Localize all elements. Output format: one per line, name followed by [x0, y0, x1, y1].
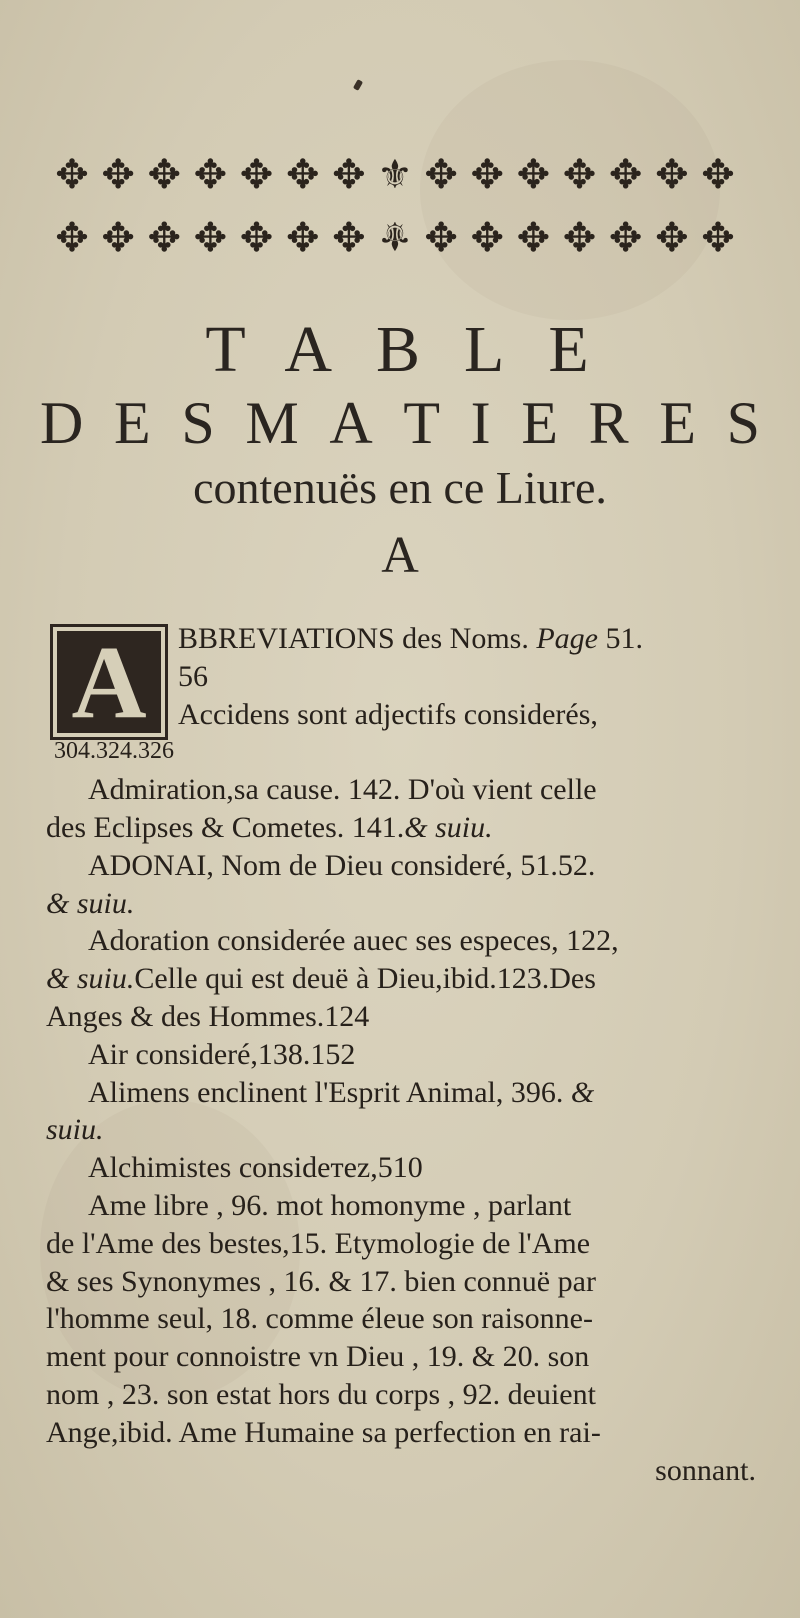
index-line: Anges & des Hommes.124 [46, 999, 370, 1033]
fleuron-icon: ✥ [285, 212, 320, 258]
entry-text: BBREVIATIONS des Noms. [178, 622, 529, 655]
drop-cap: A [50, 624, 168, 740]
index-line: ment pour connoistre vn Dieu , 19. & 20. son [46, 1340, 590, 1374]
fleuron-border-top [52, 148, 738, 202]
title-letter: S [726, 390, 760, 456]
index-line: nom , 23. son estat hors du corps , 92. deuient [46, 1377, 596, 1411]
fleuron-icon: ✥ [193, 212, 228, 258]
index-line: Admiration,sa cause. 142. D'où vient celle [88, 773, 597, 807]
index-line: suiu. [46, 1113, 104, 1147]
fleuron-icon: ✥ [608, 152, 643, 198]
fleuron-icon: ✥ [701, 212, 735, 258]
entry-text: 51. [605, 622, 643, 655]
fleuron-icon: ✥ [332, 212, 366, 258]
fleuron-icon: ✥ [101, 152, 135, 198]
index-line: & ses Synonymes , 16. & 17. bien connuë par [46, 1264, 596, 1298]
title-letter: I [470, 390, 491, 456]
index-line: l'homme seul, 18. comme éleue son raisonne- [46, 1302, 593, 1336]
fleuron-icon: ✥ [516, 212, 551, 258]
title-table: TABLE [205, 313, 633, 386]
title-letter: A [329, 390, 373, 456]
title-letter: D [40, 390, 84, 456]
index-line [46, 809, 756, 847]
index-line: Alchimistes consideтez,510 [88, 1151, 423, 1185]
index-line [46, 1074, 756, 1112]
title-letter: E [659, 390, 696, 456]
fleuron-border-bottom [52, 208, 738, 262]
fleuron-icon: ✥ [516, 152, 551, 198]
entry-text: des Eclipses & Cometes. 141. [46, 810, 405, 844]
fleuron-icon: ✥ [147, 212, 182, 258]
fleuron-icon: ✥ [193, 152, 228, 198]
fleuron-icon: ✥ [55, 212, 89, 258]
fleuron-icon: ✥ [562, 152, 597, 198]
index-line: Accidens sont adjectifs considerés, [178, 697, 598, 731]
entry-text: Alimens enclinent l'Esprit Animal, 396. [88, 1075, 564, 1109]
title-letter: E [521, 390, 558, 456]
index-line: Adoration considerée auec ses especes, 122, [88, 924, 619, 958]
fleuron-icon: ⚜ [377, 152, 413, 198]
entry-text: & suiu. [404, 810, 493, 844]
fleuron-icon: ✥ [55, 152, 89, 198]
entry-text: Celle qui est deuë à Dieu,ibid.123.Des [134, 962, 596, 996]
title-letter: M [245, 390, 299, 456]
fleuron-icon: ✥ [147, 152, 182, 198]
fleuron-icon: ✥ [470, 212, 505, 258]
fleuron-icon: ✥ [655, 152, 689, 198]
index-line: Ame libre , 96. mot homonyme , parlant [88, 1188, 572, 1222]
index-line [46, 620, 756, 658]
index-line: 304.324.326 [54, 738, 174, 765]
fleuron-icon: ✥ [285, 152, 320, 198]
index-line: & suiu. [46, 886, 135, 920]
index-line: Air consideré,138.152 [88, 1037, 356, 1071]
fleuron-icon: ✥ [470, 152, 505, 198]
fleuron-icon: ✥ [239, 152, 274, 198]
entry-text: Page [536, 622, 598, 655]
title-letter: S [181, 390, 215, 456]
fleuron-icon: ✥ [424, 212, 458, 258]
index-line: ADONAI, Nom de Dieu consideré, 51.52. [88, 848, 596, 882]
index-text [46, 620, 756, 1489]
fleuron-icon: ✥ [239, 212, 274, 258]
ink-mark [353, 79, 363, 91]
title-des-matieres [40, 388, 760, 458]
fleuron-icon: ✥ [101, 212, 135, 258]
fleuron-icon: ✥ [332, 152, 366, 198]
index-line: 56 [178, 659, 208, 693]
fleuron-icon: ✥ [655, 212, 689, 258]
title-letter: R [588, 390, 629, 456]
subtitle: contenuës en ce Liure. [193, 462, 607, 513]
fleuron-icon: ✥ [701, 152, 735, 198]
entry-text: & suiu. [46, 962, 135, 996]
index-line: de l'Ame des bestes,15. Etymologie de l'Ame [46, 1226, 591, 1260]
title-letter: T [403, 390, 441, 456]
fleuron-icon: ✥ [424, 152, 458, 198]
index-line: sonnant. [655, 1453, 756, 1487]
fleuron-icon: ✥ [608, 212, 643, 258]
index-line: Ange,ibid. Ame Humaine sa perfection en rai- [46, 1415, 601, 1449]
index-line [46, 960, 756, 998]
section-letter: A [381, 527, 419, 584]
fleuron-icon: ⚜ [377, 212, 413, 258]
title-letter: E [114, 390, 151, 456]
fleuron-icon: ✥ [562, 212, 597, 258]
entry-text: & [570, 1075, 595, 1109]
